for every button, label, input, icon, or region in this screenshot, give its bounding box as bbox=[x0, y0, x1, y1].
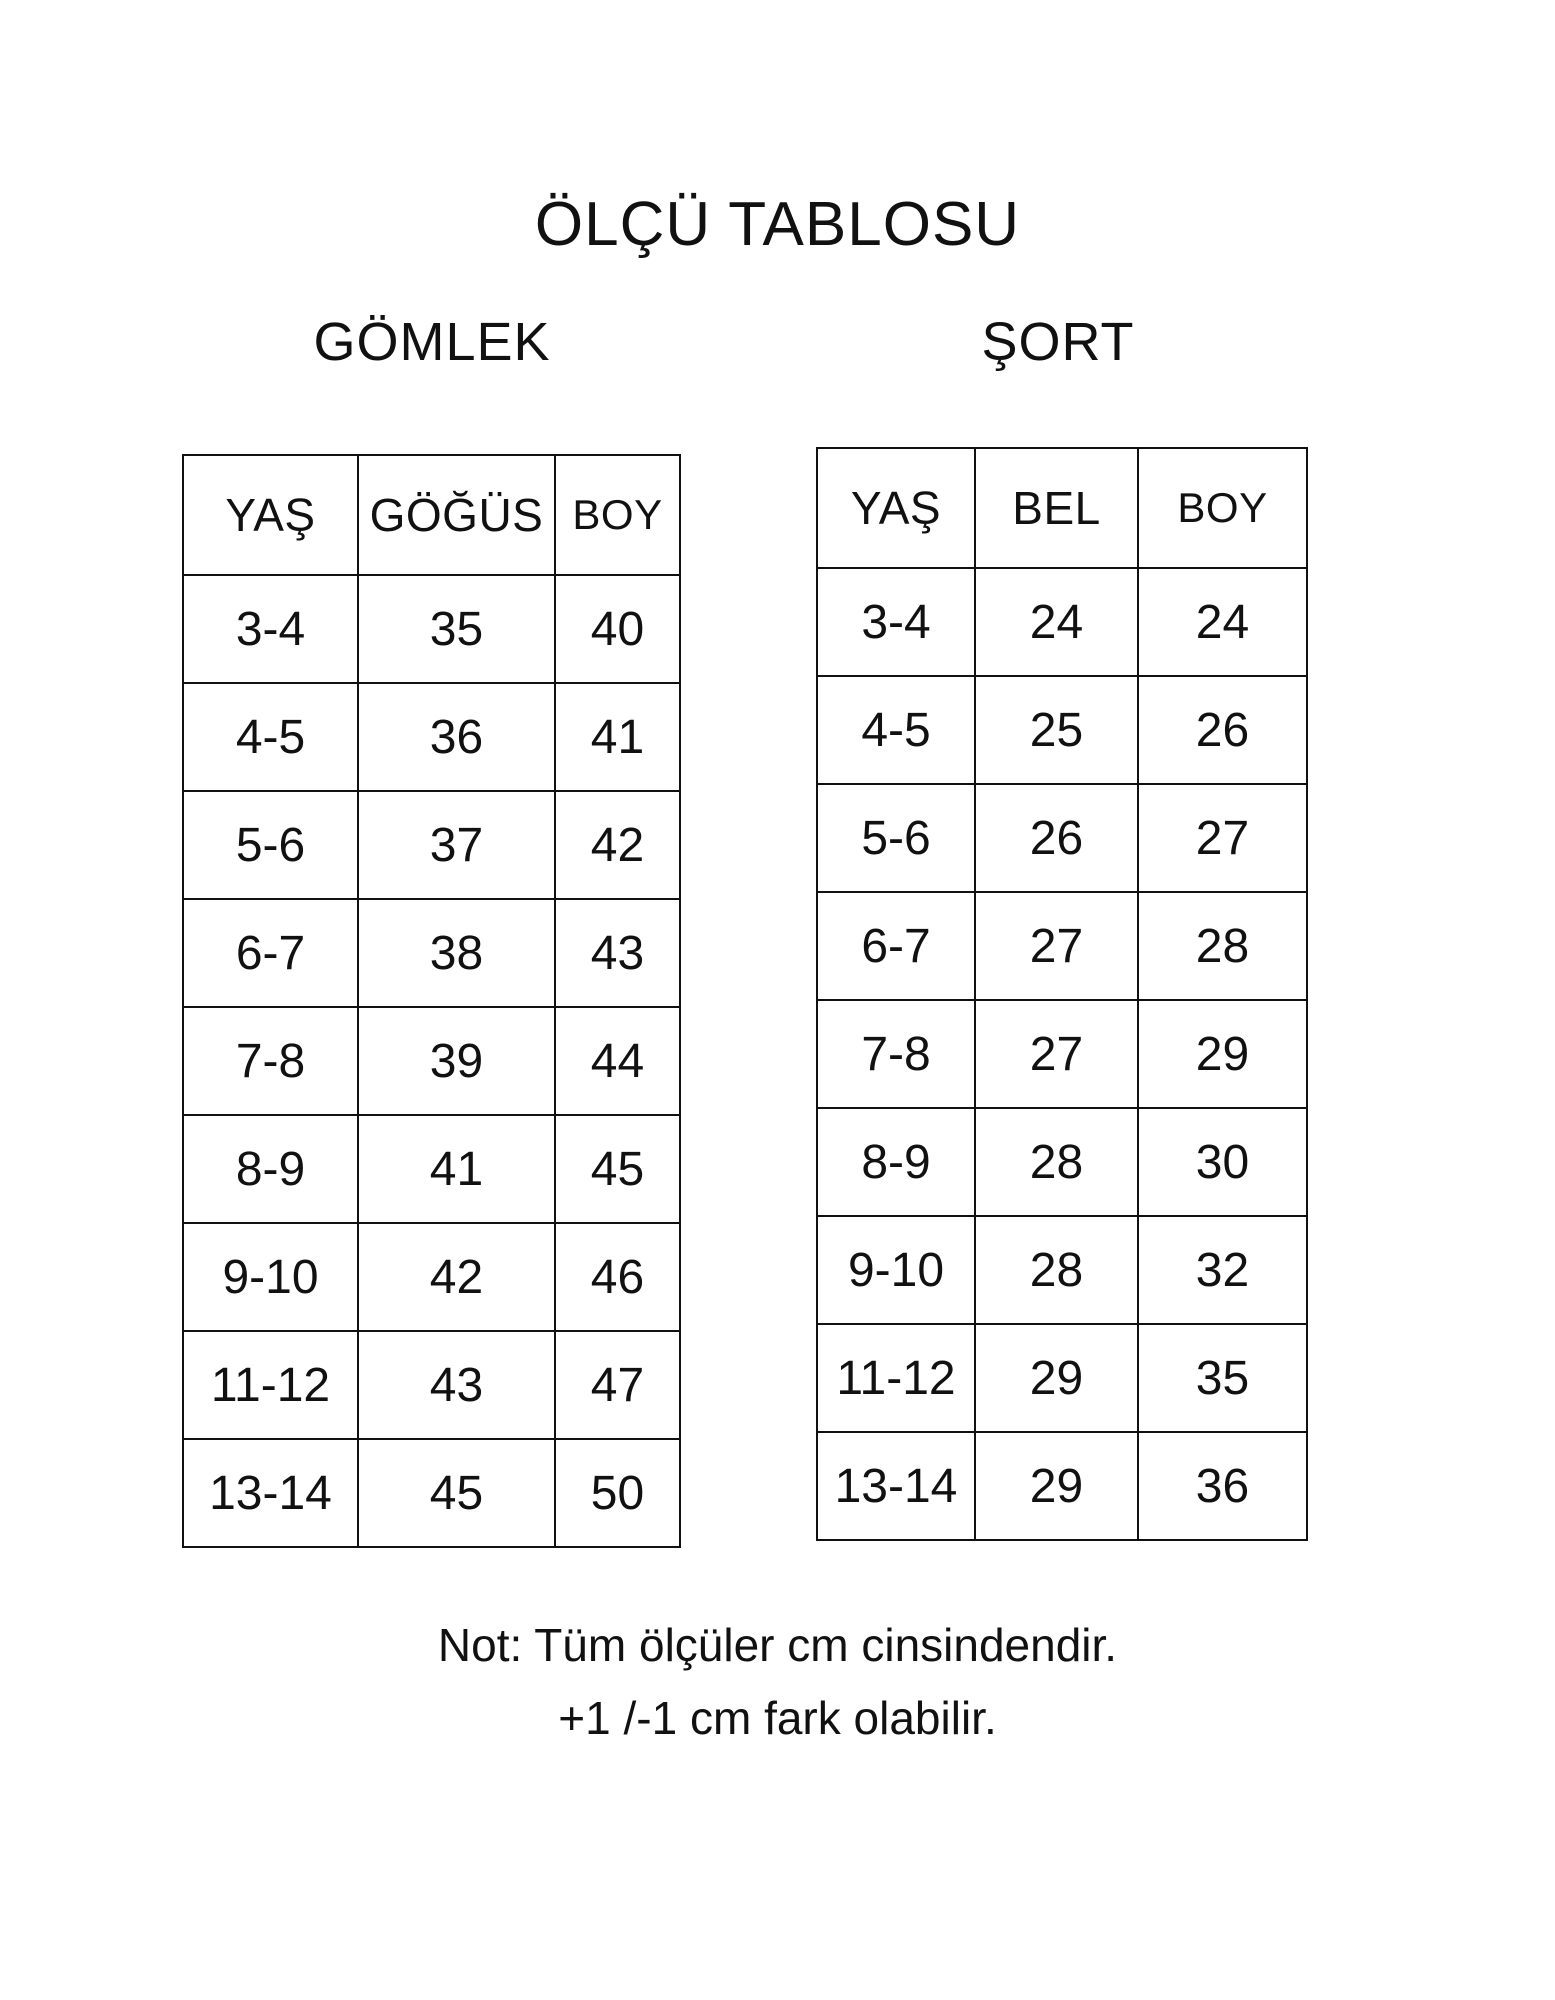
cell-length: 44 bbox=[555, 1007, 680, 1115]
gomlek-size-table bbox=[182, 454, 681, 1548]
cell-age: 8-9 bbox=[183, 1115, 358, 1223]
header-cell-waist: BEL bbox=[975, 448, 1138, 568]
table-row bbox=[183, 791, 680, 899]
cell-age: 9-10 bbox=[183, 1223, 358, 1331]
table-row bbox=[183, 1331, 680, 1439]
cell-chest: 39 bbox=[358, 1007, 555, 1115]
cell-length: 26 bbox=[1138, 676, 1307, 784]
cell-length: 32 bbox=[1138, 1216, 1307, 1324]
sort-title: ŞORT bbox=[981, 312, 1135, 372]
cell-age: 6-7 bbox=[817, 892, 975, 1000]
cell-length: 41 bbox=[555, 683, 680, 791]
cell-chest: 45 bbox=[358, 1439, 555, 1547]
cell-length: 40 bbox=[555, 575, 680, 683]
cell-age: 4-5 bbox=[183, 683, 358, 791]
cell-waist: 28 bbox=[975, 1108, 1138, 1216]
cell-age: 13-14 bbox=[183, 1439, 358, 1547]
cell-waist: 29 bbox=[975, 1432, 1138, 1540]
gomlek-title: GÖMLEK bbox=[313, 312, 551, 372]
cell-waist: 27 bbox=[975, 892, 1138, 1000]
note-units: Not: Tüm ölçüler cm cinsindendir. bbox=[437, 1619, 1118, 1671]
table-row bbox=[817, 676, 1307, 784]
table-row bbox=[183, 1115, 680, 1223]
cell-age: 7-8 bbox=[183, 1007, 358, 1115]
cell-waist: 25 bbox=[975, 676, 1138, 784]
header-cell-chest: GÖĞÜS bbox=[358, 455, 555, 575]
cell-waist: 24 bbox=[975, 568, 1138, 676]
header-cell-length: BOY bbox=[555, 455, 680, 575]
cell-age: 11-12 bbox=[183, 1331, 358, 1439]
cell-length: 50 bbox=[555, 1439, 680, 1547]
cell-chest: 35 bbox=[358, 575, 555, 683]
cell-age: 9-10 bbox=[817, 1216, 975, 1324]
cell-length: 29 bbox=[1138, 1000, 1307, 1108]
header-cell-length: BOY bbox=[1138, 448, 1307, 568]
cell-age: 4-5 bbox=[817, 676, 975, 784]
cell-chest: 42 bbox=[358, 1223, 555, 1331]
cell-age: 8-9 bbox=[817, 1108, 975, 1216]
cell-age: 7-8 bbox=[817, 1000, 975, 1108]
table-row bbox=[183, 1223, 680, 1331]
cell-age: 3-4 bbox=[817, 568, 975, 676]
cell-chest: 36 bbox=[358, 683, 555, 791]
table-row bbox=[183, 575, 680, 683]
cell-length: 30 bbox=[1138, 1108, 1307, 1216]
cell-chest: 43 bbox=[358, 1331, 555, 1439]
table-row bbox=[817, 1324, 1307, 1432]
table-row bbox=[817, 568, 1307, 676]
cell-length: 24 bbox=[1138, 568, 1307, 676]
cell-chest: 38 bbox=[358, 899, 555, 1007]
cell-age: 6-7 bbox=[183, 899, 358, 1007]
table-row bbox=[817, 1000, 1307, 1108]
header-cell-age: YAŞ bbox=[183, 455, 358, 575]
cell-waist: 27 bbox=[975, 1000, 1138, 1108]
cell-waist: 28 bbox=[975, 1216, 1138, 1324]
cell-waist: 26 bbox=[975, 784, 1138, 892]
cell-age: 13-14 bbox=[817, 1432, 975, 1540]
cell-length: 28 bbox=[1138, 892, 1307, 1000]
cell-length: 46 bbox=[555, 1223, 680, 1331]
table-row bbox=[817, 1432, 1307, 1540]
table-row bbox=[817, 1108, 1307, 1216]
cell-length: 36 bbox=[1138, 1432, 1307, 1540]
cell-length: 43 bbox=[555, 899, 680, 1007]
table-row bbox=[817, 1216, 1307, 1324]
cell-length: 27 bbox=[1138, 784, 1307, 892]
table-row bbox=[183, 899, 680, 1007]
cell-age: 3-4 bbox=[183, 575, 358, 683]
cell-age: 5-6 bbox=[183, 791, 358, 899]
table-row bbox=[817, 892, 1307, 1000]
table-header-row bbox=[817, 448, 1307, 568]
cell-length: 47 bbox=[555, 1331, 680, 1439]
cell-length: 35 bbox=[1138, 1324, 1307, 1432]
table-row bbox=[183, 683, 680, 791]
cell-chest: 37 bbox=[358, 791, 555, 899]
table-row bbox=[817, 784, 1307, 892]
cell-waist: 29 bbox=[975, 1324, 1138, 1432]
cell-length: 45 bbox=[555, 1115, 680, 1223]
table-header-row bbox=[183, 455, 680, 575]
cell-chest: 41 bbox=[358, 1115, 555, 1223]
sort-size-table bbox=[816, 447, 1308, 1541]
cell-age: 5-6 bbox=[817, 784, 975, 892]
table-row bbox=[183, 1007, 680, 1115]
cell-length: 42 bbox=[555, 791, 680, 899]
note-tolerance: +1 /-1 cm fark olabilir. bbox=[558, 1692, 997, 1744]
table-row bbox=[183, 1439, 680, 1547]
cell-age: 11-12 bbox=[817, 1324, 975, 1432]
header-cell-age: YAŞ bbox=[817, 448, 975, 568]
page-title: ÖLÇÜ TABLOSU bbox=[534, 190, 1021, 259]
